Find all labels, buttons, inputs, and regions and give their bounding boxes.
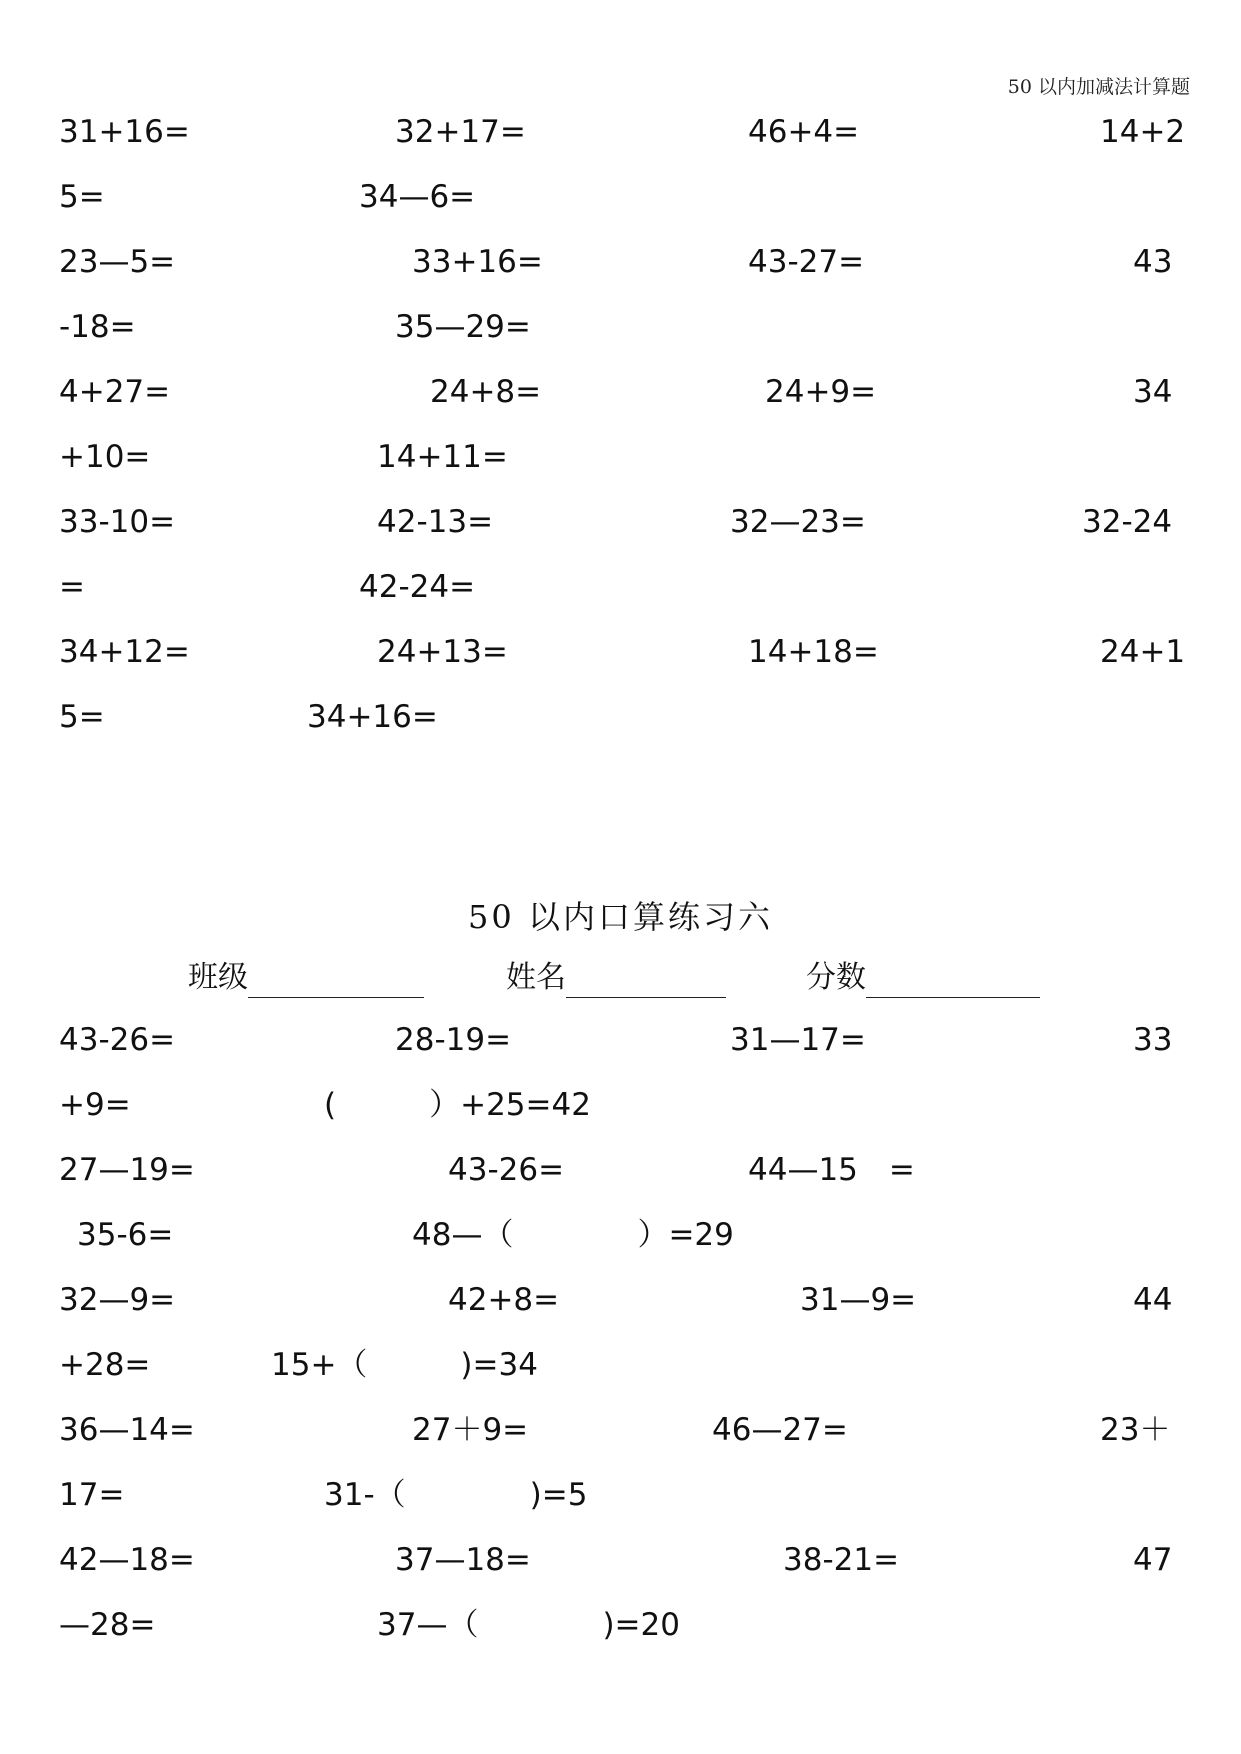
problem: 28-19= <box>395 1022 512 1058</box>
problem: 47 <box>1133 1542 1173 1578</box>
problem: 33 <box>1133 1022 1173 1058</box>
worksheet-title: 50 以内口算练习六 <box>468 898 773 936</box>
problem: 42+8= <box>448 1282 560 1318</box>
score-blank <box>866 963 1040 998</box>
problem: 34—6= <box>359 179 476 215</box>
class-label: 班级 <box>188 960 248 995</box>
name-label: 姓名 <box>506 960 566 995</box>
problem: 4+27= <box>59 374 171 410</box>
problem: —28= <box>59 1607 156 1643</box>
problem: 44—15 = <box>748 1152 915 1188</box>
problem: 31-（ )=5 <box>324 1477 588 1513</box>
problem: 32-24 <box>1082 504 1173 540</box>
problem: 48—（ ）=29 <box>412 1217 734 1253</box>
problem: 46—27= <box>712 1412 848 1448</box>
problem: 27＋9= <box>412 1412 529 1448</box>
problem: +28= <box>59 1347 151 1383</box>
problem: 35-6= <box>77 1217 174 1253</box>
problem: 23—5= <box>59 244 176 280</box>
page-header: 50 以内加减法计算题 <box>1007 76 1190 98</box>
problem: = <box>59 569 85 605</box>
problem: 31+16= <box>59 114 190 150</box>
problem: 31—17= <box>730 1022 866 1058</box>
problem: 43-27= <box>748 244 865 280</box>
problem: +10= <box>59 439 151 475</box>
problem: 32—9= <box>59 1282 176 1318</box>
problem: 23＋ <box>1100 1412 1171 1448</box>
problem: 34+12= <box>59 634 190 670</box>
problem: 35—29= <box>395 309 531 345</box>
name-blank <box>566 963 726 998</box>
problem: 44 <box>1133 1282 1173 1318</box>
problem: 37—（ )=20 <box>377 1607 680 1643</box>
problem: 36—14= <box>59 1412 195 1448</box>
problem: 42-24= <box>359 569 476 605</box>
problem: 24+13= <box>377 634 508 670</box>
problem: 42-13= <box>377 504 494 540</box>
problem: 17= <box>59 1477 125 1513</box>
problem: 24+8= <box>430 374 542 410</box>
problem: 42—18= <box>59 1542 195 1578</box>
problem: 38-21= <box>783 1542 900 1578</box>
problem: 14+11= <box>377 439 508 475</box>
class-blank <box>248 963 424 998</box>
problem: 15+（ )=34 <box>271 1347 538 1383</box>
problem: 24+9= <box>765 374 877 410</box>
problem: 46+4= <box>748 114 860 150</box>
problem: ( ）+25=42 <box>324 1087 591 1123</box>
problem: 34 <box>1133 374 1173 410</box>
problem: 5= <box>59 699 105 735</box>
problem: 43-26= <box>59 1022 176 1058</box>
problem: 14+2 <box>1100 114 1186 150</box>
problem: 32+17= <box>395 114 526 150</box>
problem: 31—9= <box>800 1282 917 1318</box>
problem: 43 <box>1133 244 1173 280</box>
problem: 5= <box>59 179 105 215</box>
problem: 33+16= <box>412 244 543 280</box>
problem: 34+16= <box>307 699 438 735</box>
problem: -18= <box>59 309 136 345</box>
problem: 32—23= <box>730 504 866 540</box>
problem: 27—19= <box>59 1152 195 1188</box>
score-label: 分数 <box>806 960 866 995</box>
problem: 33-10= <box>59 504 176 540</box>
problem: +9= <box>59 1087 131 1123</box>
problem: 37—18= <box>395 1542 531 1578</box>
problem: 43-26= <box>448 1152 565 1188</box>
problem: 14+18= <box>748 634 879 670</box>
problem: 24+1 <box>1100 634 1186 670</box>
